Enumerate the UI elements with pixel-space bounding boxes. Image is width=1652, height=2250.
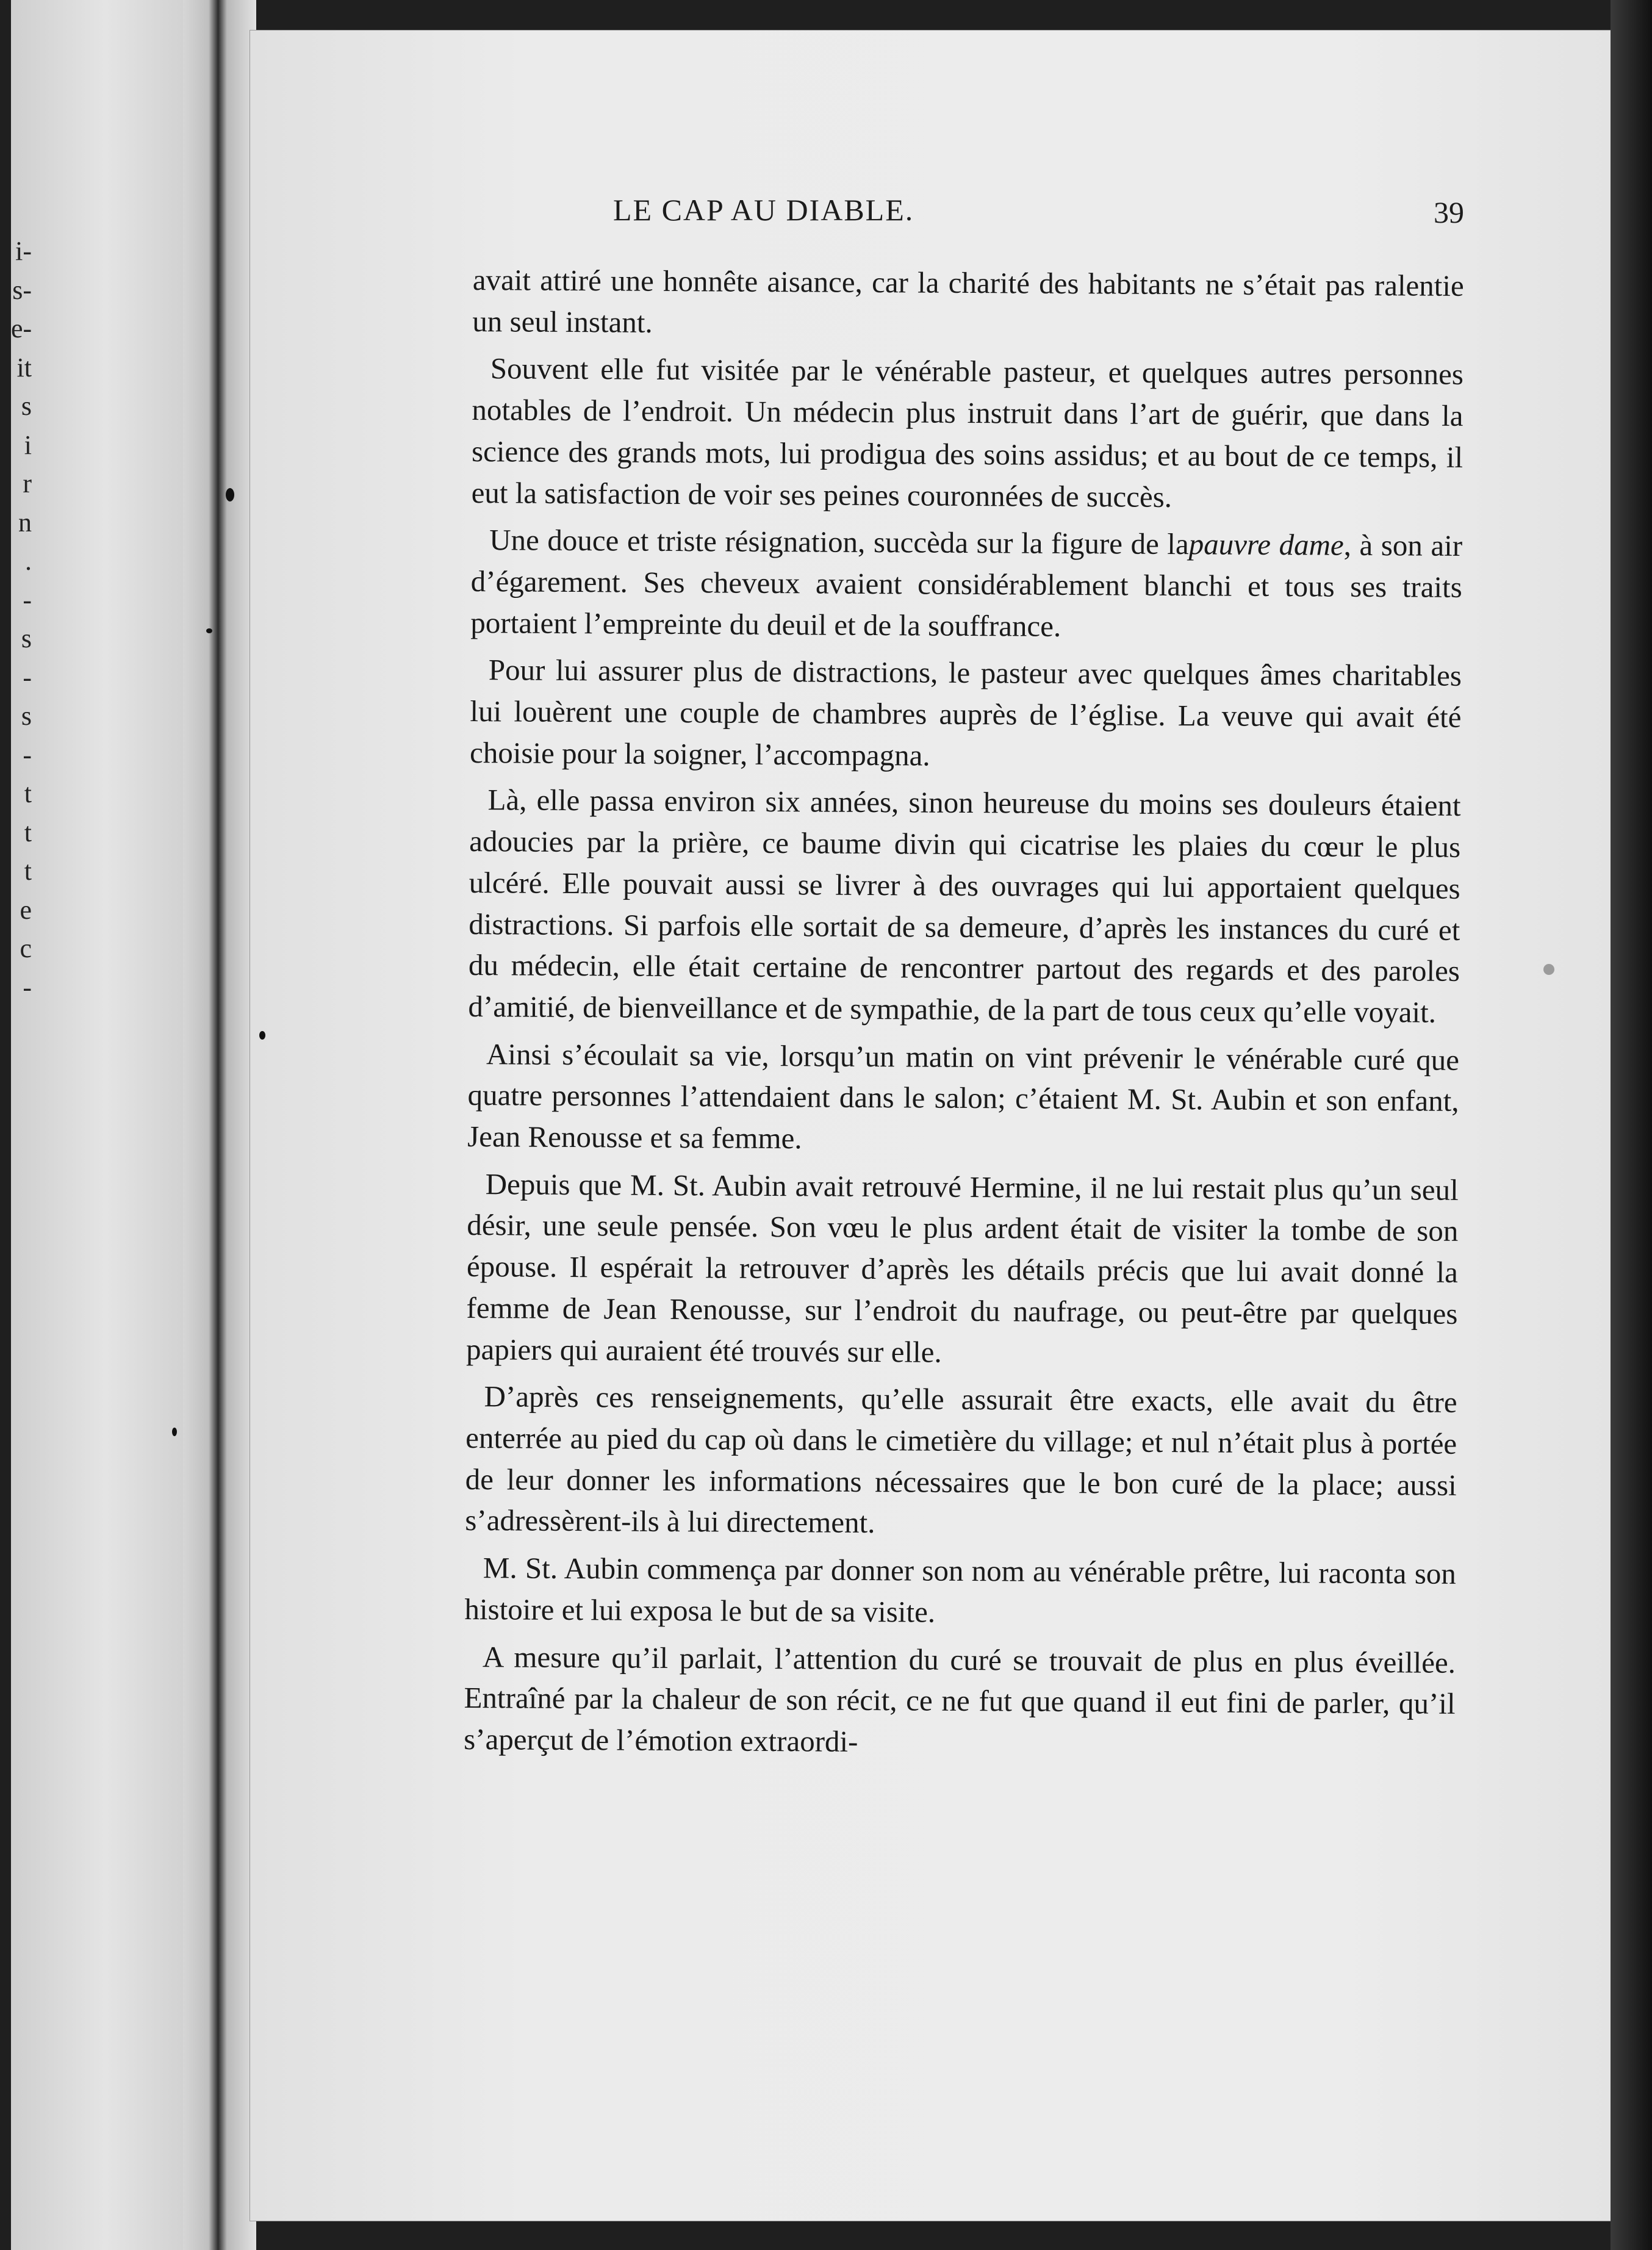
- fragment: it: [16, 352, 32, 383]
- paragraph: A mesure qu’il parlait, l’attention du curé se trouvait de plus en plus éveillée. Entraîné par la chaleur de son récit, ce ne fut que quand il eut fini de parler, qu’il s’aperçut de l’émotion extraordi-: [464, 1639, 1456, 1758]
- scan-speck: [172, 1428, 177, 1436]
- paragraph: M. St. Aubin commença par donner son nom au vénérable prêtre, lui raconta son histoire et lui exposa le but de sa visite.: [464, 1551, 1457, 1629]
- fragment: -: [23, 662, 32, 692]
- fragment: -: [23, 584, 32, 615]
- fragment: t: [24, 856, 32, 886]
- italic-phrase: pauvre dame: [1188, 527, 1344, 562]
- fragment: .: [25, 546, 32, 576]
- fragment: s: [21, 701, 32, 731]
- fragment: e: [20, 894, 32, 925]
- running-title: LE CAP AU DIABLE.: [613, 193, 914, 227]
- fragment: s: [21, 624, 32, 653]
- paragraph-text: , à son air d’égarement. Ses cheveux avaient considérablement blanchi et tous ses traits portaient l’empreinte du deuil et de la souffrance.: [470, 528, 1463, 643]
- page-header: [473, 192, 1464, 235]
- fragment: -: [23, 972, 32, 1002]
- paragraph: Ainsi s’écoulait sa vie, lorsqu’un matin on vint prévenir le vénérable curé que quatre personnes l’attendaient dans le salon; c’étaient M. St. Aubin et son enfant, Jean Renousse et sa femme.: [467, 1037, 1460, 1156]
- paragraph: Là, elle passa environ six années, sinon heureuse du moins ses douleurs étaient adoucies par la prière, ce baume divin qui cicatrise les plaies du cœur le plus ulcéré. Elle pouvait aussi se livrer à des ouvrages qui lui apportaient quelques distractions. Si parfois elle sortait de sa demeure, d’après les instances du curé et du médecin, elle était certaine de rencontrer partout des regards et des paroles d’amitié, de bienveillance et de sympathie, de la part de tous ceux qu’elle voyait.: [468, 783, 1461, 1029]
- paragraph: Souvent elle fut visitée par le vénérable pasteur, et quelques autres personnes notables de l’endroit. Un médecin plus instruit dans l’art de guérir, que dans la science des grands mots, lui prodigua des soins assidus; et au bout de ce temps, il eut la satisfaction de voir ses peines couronnées de succès.: [471, 351, 1464, 514]
- paragraph: Depuis que M. St. Aubin avait retrouvé Hermine, il ne lui restait plus qu’un seul désir, une seule pensée. Son vœu le plus ardent était de visiter la tombe de son épouse. Il espérait la retrouver d’après les détails précis que lui avait donné la femme de Jean Renousse, sur l’endroit du naufrage, ou peut-être par quelques papiers qui auraient été trouvés sur elle.: [465, 1166, 1459, 1369]
- fragment: -: [23, 739, 32, 770]
- fragment: i-: [15, 236, 32, 266]
- paragraph-text: Une douce et triste résignation, succèda sur la figure de la: [489, 523, 1189, 561]
- scan-speck: [206, 628, 212, 633]
- paragraph: Pour lui assurer plus de distractions, le pasteur avec quelques âmes charitables lui louèrent une couple de chambres auprès de l’église. La veuve qui avait été choisie pour la soigner, l’accompagna.: [469, 653, 1462, 772]
- previous-page-edge: [11, 0, 183, 2250]
- scan-speck: [226, 488, 234, 501]
- fragment: t: [24, 778, 32, 808]
- scan-border: [1611, 0, 1652, 2250]
- paragraph: [470, 519, 1462, 649]
- book-gutter: [183, 0, 256, 2250]
- fragment: i: [24, 430, 32, 460]
- scan-speck: [1543, 964, 1554, 975]
- previous-page-fragments: [11, 232, 183, 1007]
- scan-speck: [259, 1031, 265, 1040]
- fragment: s-: [12, 275, 32, 305]
- paragraph: D’après ces renseignements, qu’elle assurait être exacts, elle avait du être enterrée au pied du cap où dans le cimetière du village; et nul n’était plus à portée de leur donner les informations nécessaires que le bon curé de la place; aussi s’adressèrent-ils à lui directement.: [465, 1379, 1457, 1540]
- fragment: c: [20, 933, 32, 963]
- page-number: 39: [1434, 195, 1464, 229]
- paragraph: avait attiré une honnête aisance, car la charité des habitants ne s’était pas ralentie un seul instant.: [472, 262, 1464, 339]
- fragment: e-: [11, 314, 32, 343]
- fragment: t: [24, 817, 32, 847]
- fragment: r: [23, 469, 32, 498]
- fragment: s: [21, 391, 32, 421]
- fragment: n: [18, 507, 32, 537]
- body-text: [464, 259, 1464, 1772]
